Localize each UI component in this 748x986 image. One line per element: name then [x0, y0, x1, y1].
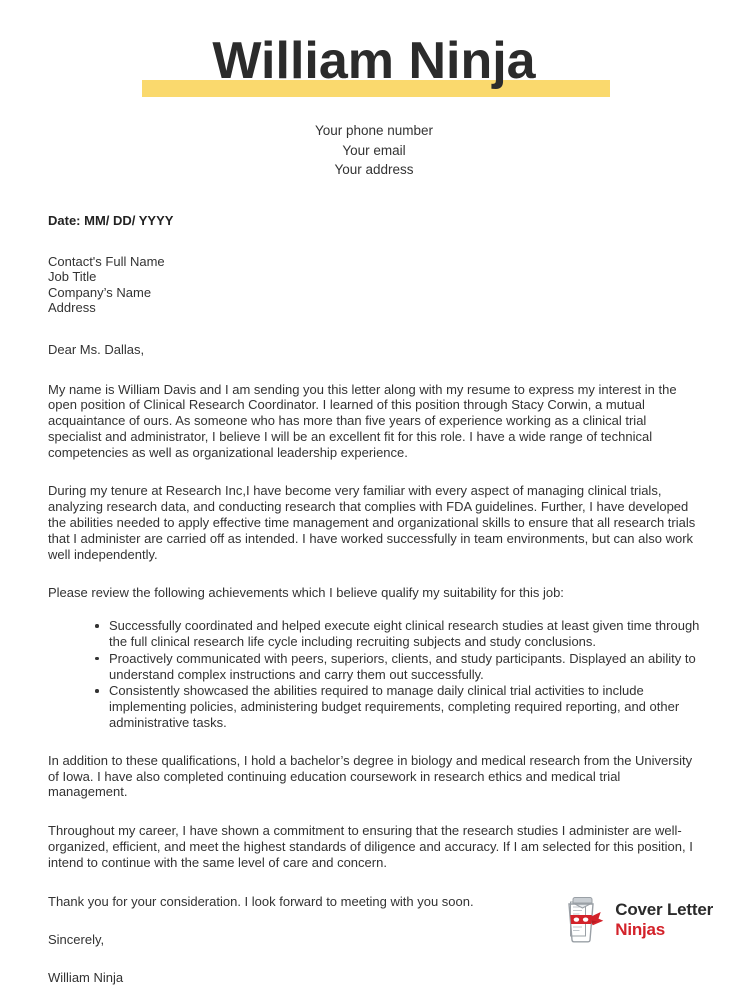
signoff: Sincerely,: [48, 932, 700, 948]
closing-paragraph-3: Thank you for your consideration. I look forward to meeting with you soon.: [48, 894, 700, 910]
recipient-address: Address: [48, 300, 700, 316]
brand-name-line1: Cover Letter: [615, 901, 713, 918]
list-item: Consistently showcased the abilities required to manage daily clinical trial activities to include implementing policies, administering budget requirements, completing required reporting, and other administrative tasks.: [95, 683, 700, 730]
signature-name: William Ninja: [48, 970, 700, 986]
list-item: Successfully coordinated and helped execute eight clinical research studies at least given time through the full clinical research life cycle including recruiting subjects and study conclusions.: [95, 618, 700, 650]
contact-phone: Your phone number: [0, 121, 748, 141]
achievements-intro: Please review the following achievements which I believe qualify my suitability for this job:: [48, 585, 700, 601]
body-paragraph-1: My name is William Davis and I am sending you this letter along with my resume to express my interest in the open position of Clinical Research Coordinator. I learned of this position through Stacy Corwin, a mutual acquaintance of ours. As someone who has more than five years of experience working as a clinical trial specialist and administrator, I believe I will be an excellent fit for this role. I have a wide range of technical competencies as well as organizational leadership experience.: [48, 382, 700, 461]
body-paragraph-2: During my tenure at Research Inc,I have become very familiar with every aspect of managing clinical trials, analyzing research data, and conducting research that complies with FDA guidelines. Further, I have developed the abilities needed to apply effective time management and organizational skills to ensure that all research trials that I administer are carried off as intended. I have worked successfully in team environments, but can also work well independently.: [48, 483, 700, 562]
salutation: Dear Ms. Dallas,: [48, 342, 700, 358]
brand-name-line2: Ninjas: [615, 921, 713, 938]
recipient-company: Company’s Name: [48, 285, 700, 301]
list-item: Proactively communicated with peers, superiors, clients, and study participants. Displayed an ability to understand complex instructions and carry them out successfully.: [95, 651, 700, 683]
contact-address: Your address: [0, 160, 748, 180]
closing-paragraph-1: In addition to these qualifications, I hold a bachelor’s degree in biology and medical research from the University of Iowa. I have also completed continuing education coursework in research ethics and medical trial management.: [48, 753, 700, 800]
contact-email: Your email: [0, 141, 748, 161]
page-title: William Ninja: [0, 30, 748, 92]
letter-body: [0, 212, 748, 986]
closing-paragraph-2: Throughout my career, I have shown a commitment to ensuring that the research studies I administer are well-organized, efficient, and meet the highest standards of diligence and accuracy. If I am selected for this position, I intend to continue with the same level of care and concern.: [48, 823, 700, 870]
ninja-cup-letter-icon: [562, 894, 606, 944]
letter-header: [0, 0, 748, 180]
recipient-name: Contact's Full Name: [48, 254, 700, 270]
recipient-block: [48, 254, 700, 316]
recipient-job-title: Job Title: [48, 269, 700, 285]
brand-logo: [562, 894, 713, 944]
date-line: Date: MM/ DD/ YYYY: [48, 212, 700, 229]
contact-info-block: [0, 121, 748, 180]
brand-logo-text: [615, 901, 713, 938]
achievements-list: [48, 618, 700, 731]
name-heading-wrapper: [0, 30, 748, 102]
